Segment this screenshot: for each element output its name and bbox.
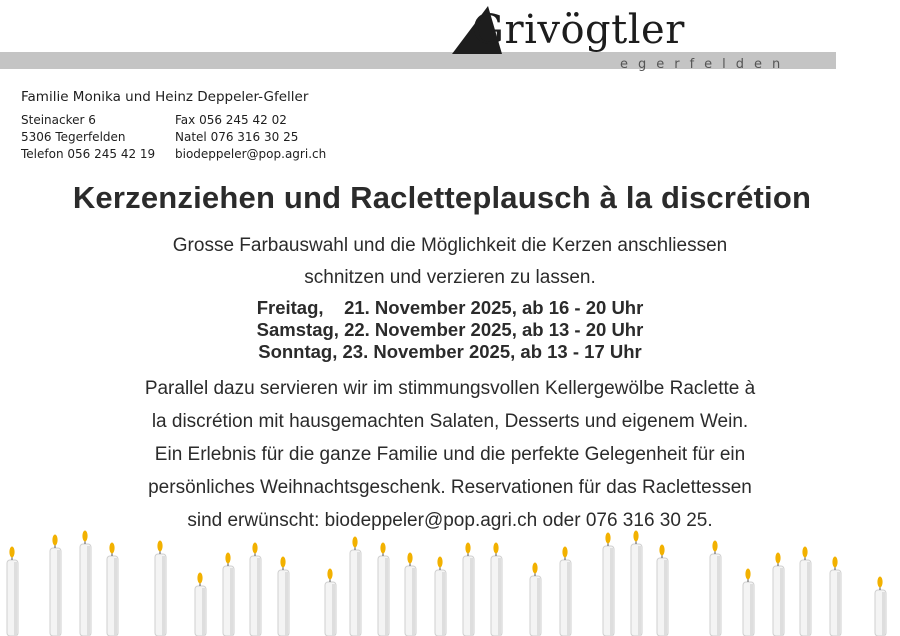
contact-mobile: Natel 076 316 30 25 (175, 130, 299, 144)
family-name: Familie Monika und Heinz Deppeler-Gfeller (21, 89, 309, 105)
contact-numbers (175, 112, 326, 163)
intro-line: schnitzen und verzieren zu lassen. (304, 267, 596, 288)
candle-icon (223, 553, 234, 636)
contact-fax: Fax 056 245 42 02 (175, 113, 287, 127)
candle-icon (830, 557, 841, 636)
candle-icon (491, 543, 502, 636)
candle-icon (325, 569, 336, 636)
candle-icon (800, 547, 811, 636)
contact-address (21, 112, 155, 163)
logo-place: egerfelden (620, 57, 791, 72)
candle-icon (50, 535, 61, 636)
date-friday: Freitag, 21. November 2025, ab 16 - 20 Uhr (256, 297, 644, 318)
candle-icon (530, 563, 541, 636)
candle-icon (743, 569, 754, 636)
date-saturday: Samstag, 22. November 2025, ab 13 - 20 Uhr (256, 319, 644, 340)
candle-icon (405, 553, 416, 636)
body-line: la discrétion mit hausgemachten Salaten, Desserts und eigenem Wein. (151, 411, 749, 432)
candle-icon (80, 531, 91, 636)
candle-icon (378, 543, 389, 636)
candle-icon (560, 547, 571, 636)
candle-icon (710, 541, 721, 636)
candle-icon (7, 547, 18, 636)
candle-icon (195, 573, 206, 636)
body-line: persönliches Weihnachtsgeschenk. Reservationen für das Raclettessen (148, 477, 752, 498)
address-city: 5306 Tegerfelden (21, 130, 126, 144)
contact-email[interactable]: biodeppeler@pop.agri.ch (175, 147, 327, 161)
candle-icon (603, 533, 614, 636)
candle-icon (773, 553, 784, 636)
intro-text (0, 230, 900, 294)
grivoegtler-logo (452, 4, 812, 76)
logo-wordmark: Grivögtler (472, 7, 685, 53)
event-dates (0, 297, 900, 363)
page-title: Kerzenziehen und Racletteplausch à la discrétion (72, 180, 812, 215)
body-line: Parallel dazu servieren wir im stimmungsvollen Kellergewölbe Raclette à (144, 378, 756, 399)
candle-icon (435, 557, 446, 636)
candle-icon (107, 543, 118, 636)
candle-row-illustration (0, 530, 900, 636)
candle-icon (875, 577, 886, 636)
intro-line: Grosse Farbauswahl und die Möglichkeit die Kerzen anschliessen (172, 235, 728, 256)
candle-icon (657, 545, 668, 636)
address-phone: Telefon 056 245 42 19 (21, 147, 156, 161)
address-street: Steinacker 6 (21, 113, 96, 127)
candle-icon (250, 543, 261, 636)
body-line: Ein Erlebnis für die ganze Familie und die perfekte Gelegenheit für ein (154, 444, 746, 465)
candle-icon (631, 531, 642, 636)
candle-icon (155, 541, 166, 636)
candle-icon (278, 557, 289, 636)
description-text (0, 372, 900, 537)
candle-icon (350, 537, 361, 636)
candle-icon (463, 543, 474, 636)
date-sunday: Sonntag, 23. November 2025, ab 13 - 17 Uhr (258, 341, 642, 362)
body-line: sind erwünscht: biodeppeler@pop.agri.ch oder 076 316 30 25. (187, 510, 713, 531)
